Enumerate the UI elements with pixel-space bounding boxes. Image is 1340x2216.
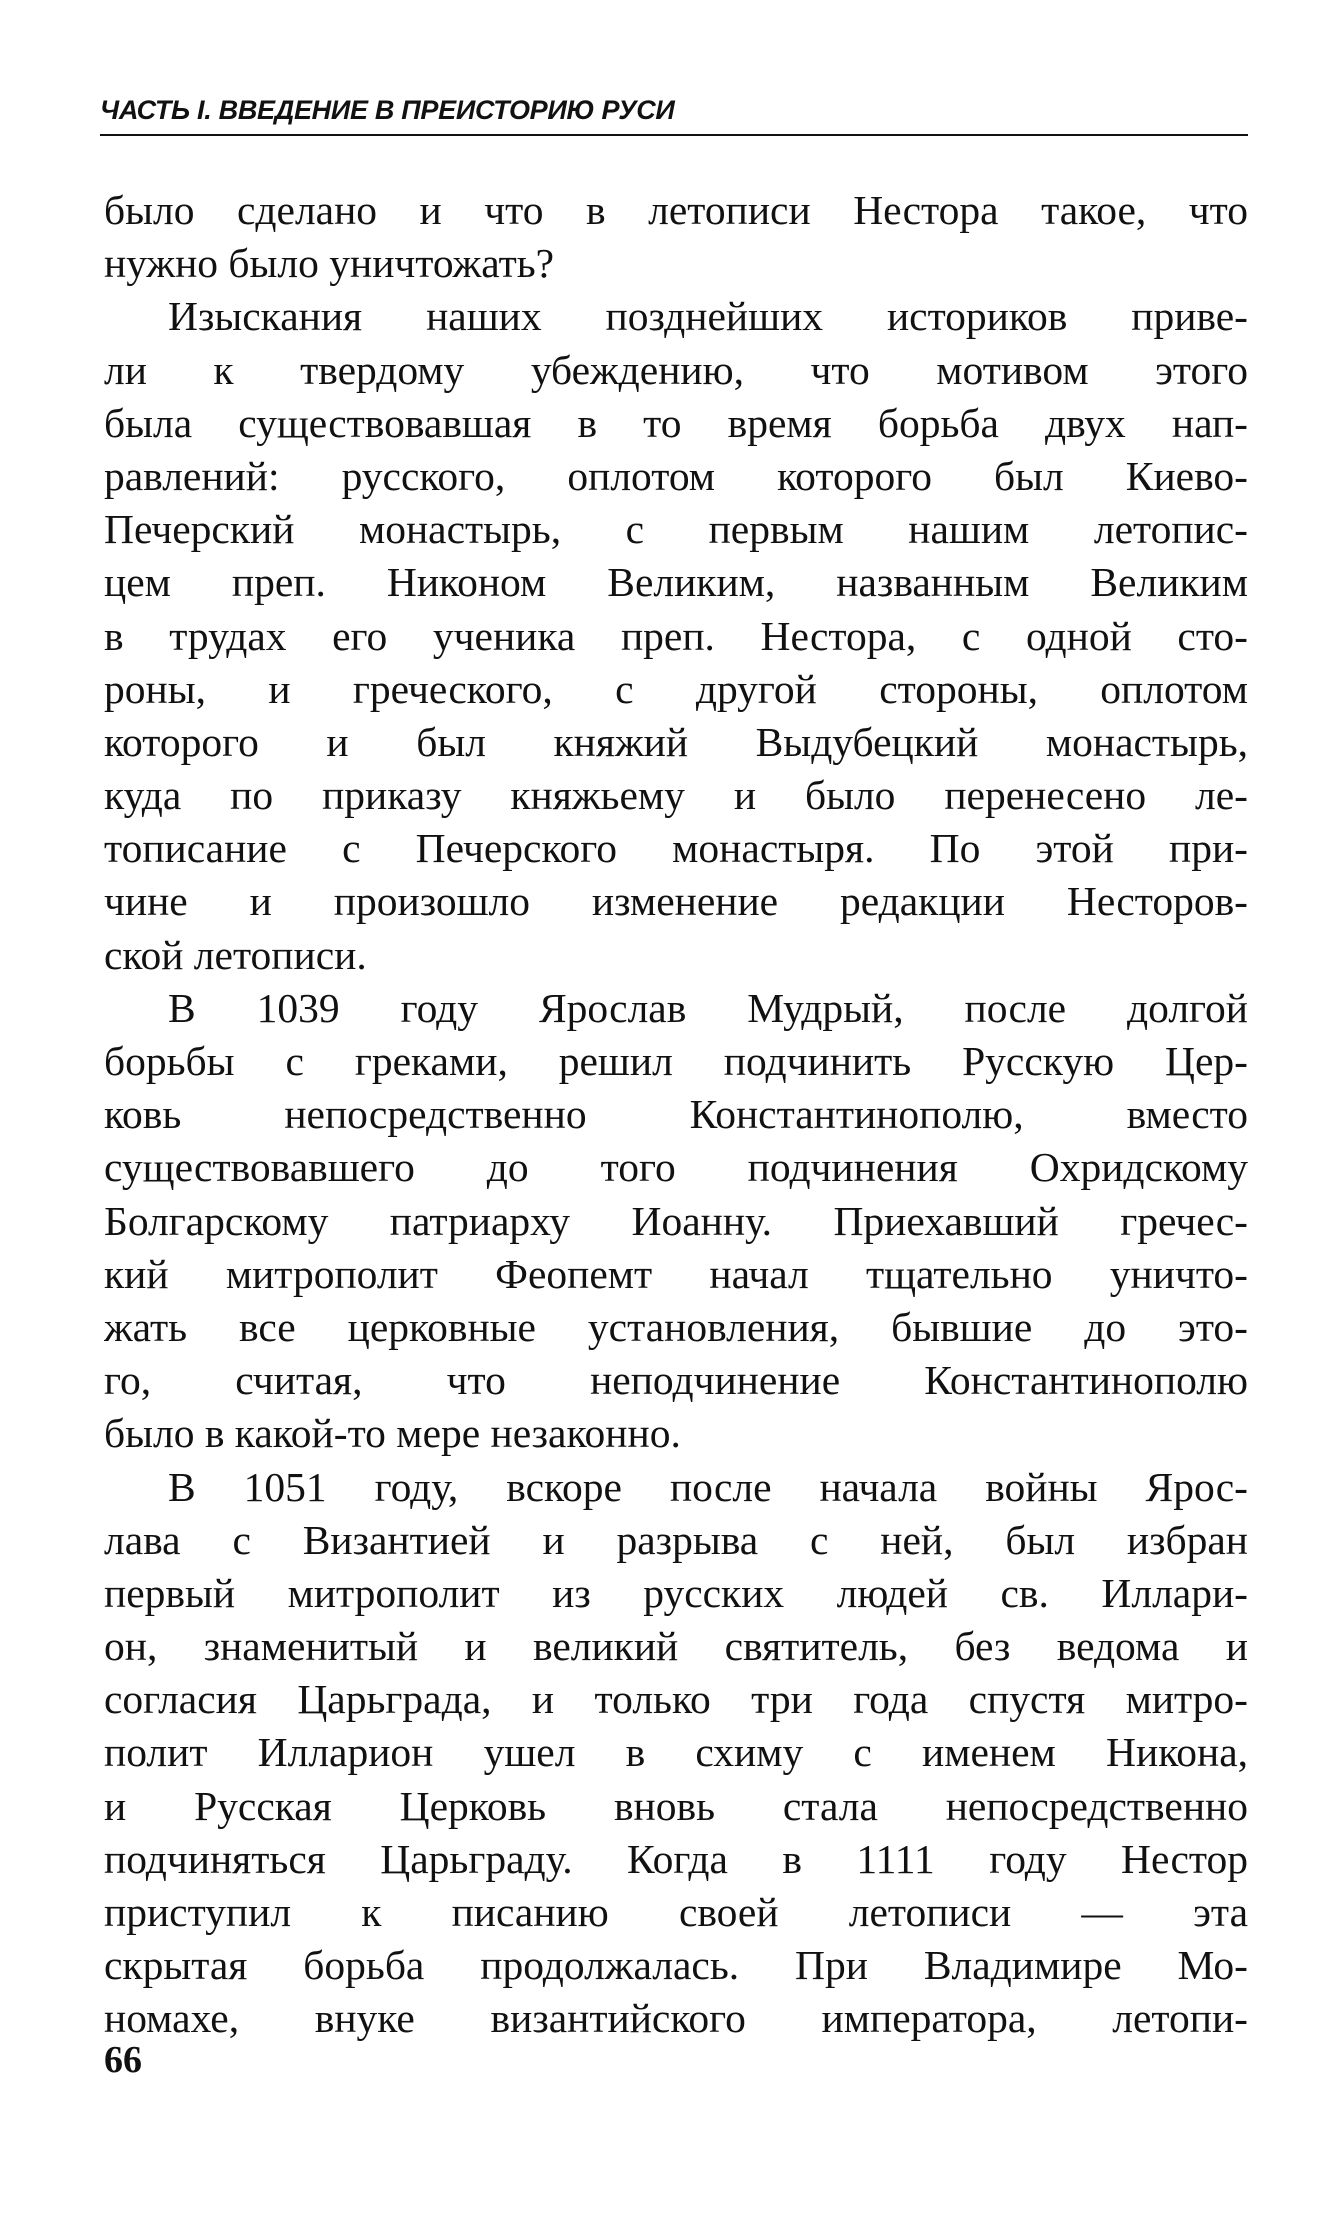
text-line: было в какой-то мере незаконно. xyxy=(104,1410,681,1457)
text-line: тописание с Печерского монастыря. По этой при- xyxy=(104,825,1248,872)
text-line: полит Илларион ушел в схиму с именем Никона, xyxy=(104,1729,1248,1776)
text-line: подчиняться Царьграду. Когда в 1111 году Нестор xyxy=(104,1835,1248,1882)
text-line: согласия Царьграда, и только три года спустя митро- xyxy=(104,1676,1248,1723)
text-line: лава с Византией и разрыва с ней, был избран xyxy=(104,1516,1248,1563)
text-line: ской летописи. xyxy=(104,931,367,978)
text-line: го, считая, что неподчинение Константинополю xyxy=(104,1357,1248,1404)
text-line: Болгарскому патриарху Иоанну. Приехавший гречес- xyxy=(104,1197,1248,1244)
text-line: скрытая борьба продолжалась. При Владимире Мо- xyxy=(104,1942,1248,1989)
text-line: борьбы с греками, решил подчинить Русскую Цер- xyxy=(104,1038,1248,1084)
text-line: которого и был княжий Выдубецкий монастырь, xyxy=(104,718,1248,765)
text-line: жать все церковные установления, бывшие до это- xyxy=(104,1303,1248,1350)
text-line: ли к твердому убеждению, что мотивом этого xyxy=(104,346,1248,393)
text-line: была существовавшая в то время борьба двух нап- xyxy=(104,399,1248,446)
text-line: чине и произошло изменение редакции Несторов- xyxy=(104,878,1248,925)
text-line: номахе, внуке византийского императора, летопи- xyxy=(104,1995,1248,2042)
text-line: Печерский монастырь, с первым нашим летопис- xyxy=(104,506,1248,553)
text-line: равлений: русского, оплотом которого был Киево- xyxy=(104,452,1248,499)
text-line: В 1051 году, вскоре после начала войны Ярос- xyxy=(168,1463,1248,1510)
running-title: ЧАСТЬ I. ВВЕДЕНИЕ В ПРЕИСТОРИЮ РУСИ xyxy=(100,95,675,125)
text-line: было сделано и что в летописи Нестора такое, что xyxy=(104,187,1248,233)
running-head xyxy=(100,88,1248,136)
text-line: в трудах его ученика преп. Нестора, с одной сто- xyxy=(104,612,1248,659)
text-line: первый митрополит из русских людей св. Иллари- xyxy=(104,1569,1248,1616)
text-line: нужно было уничтожать? xyxy=(104,240,555,287)
text-line: роны, и греческого, с другой стороны, оплотом xyxy=(104,665,1248,712)
text-line: существовавшего до того подчинения Охридскому xyxy=(104,1144,1248,1191)
text-line: куда по приказу княжьему и было перенесено ле- xyxy=(104,772,1248,819)
text-line: и Русская Церковь вновь стала непосредственно xyxy=(104,1782,1248,1829)
text-line: В 1039 году Ярослав Мудрый, после долгой xyxy=(168,984,1248,1031)
page-number: 66 xyxy=(104,2039,142,2081)
text-line: цем преп. Никоном Великим, названным Великим xyxy=(104,559,1248,606)
text-line: приступил к писанию своей летописи — эта xyxy=(104,1889,1248,1935)
body-text xyxy=(104,184,1248,2046)
text-line: Изыскания наших позднейших историков приве- xyxy=(168,293,1248,340)
text-line: он, знаменитый и великий святитель, без ведома и xyxy=(104,1623,1248,1670)
text-line: кий митрополит Феопемт начал тщательно уничто- xyxy=(104,1250,1248,1297)
text-line: ковь непосредственно Константинополю, вместо xyxy=(104,1091,1248,1138)
